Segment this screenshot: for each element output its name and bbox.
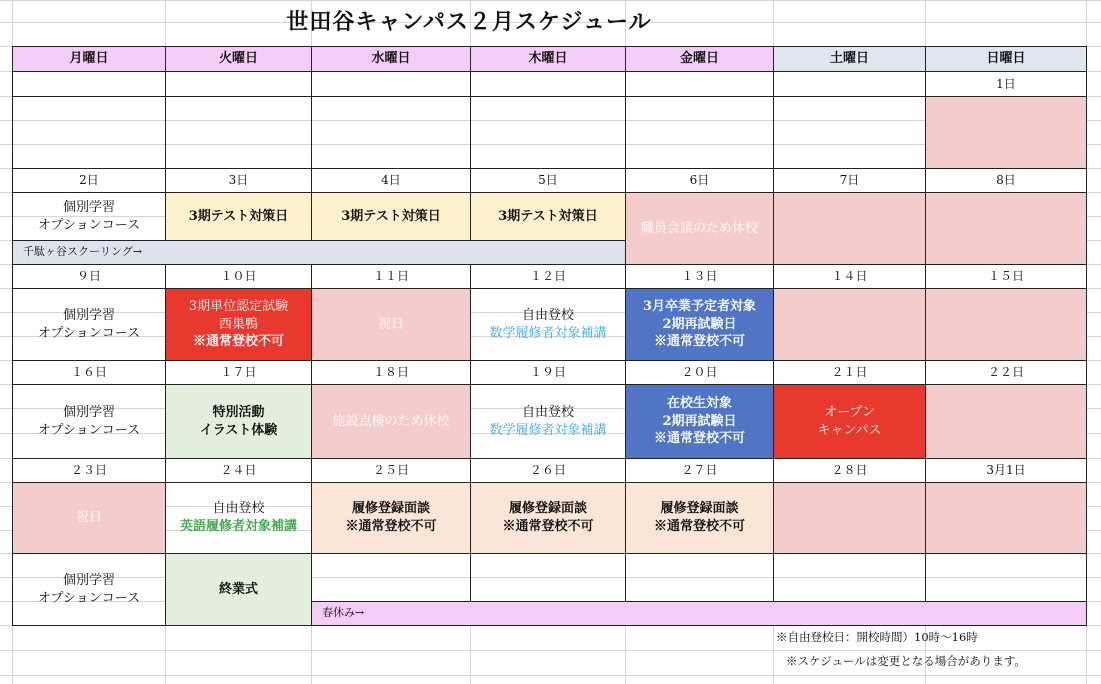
event-option-course-text: オプションコース (37, 217, 141, 233)
event-test-prep (470, 192, 626, 241)
date-cell (625, 360, 774, 385)
event-holiday-text: 祝日 (377, 316, 404, 332)
date-cell-text: ２１日 (831, 365, 868, 380)
date-cell-text: ２７日 (681, 463, 718, 478)
event-registration-interview (311, 482, 471, 554)
event-holiday (12, 482, 166, 554)
date-cell (311, 168, 471, 193)
event-option-course (12, 288, 166, 361)
event-option-course-text: 個別学習 (62, 199, 115, 215)
weekday-header (625, 46, 774, 72)
event-open-campus (773, 384, 926, 459)
date-cell (925, 71, 1087, 97)
event-inspection-closure-text: 施設点検のため休校 (332, 413, 450, 429)
date-cell-text: １５日 (987, 269, 1024, 284)
event-free-attendance-text: 英語履修者対象補講 (179, 519, 297, 534)
date-cell-text: １１日 (372, 269, 409, 284)
event-empty (773, 96, 926, 169)
event-credit-exam-text: ※通常登校不可 (192, 334, 284, 350)
note-hours: ※自由登校日：開校時間）10時〜16時 (776, 630, 978, 644)
date-cell (311, 360, 471, 385)
event-graduate-reexam-text: 2期再試験日 (662, 316, 737, 332)
date-cell (12, 264, 166, 289)
date-cell (625, 458, 774, 483)
event-student-reexam-text: 在校生対象 (666, 396, 732, 412)
date-cell (311, 71, 471, 97)
date-cell (470, 264, 626, 289)
schedule-title: 世田谷キャンパス２月スケジュール (286, 8, 652, 35)
date-cell-text: 8日 (996, 173, 1016, 188)
event-registration-interview-text: ※通常登校不可 (653, 519, 745, 534)
event-empty-pink (773, 288, 926, 361)
event-inspection-closure (311, 384, 471, 459)
event-free-attendance (470, 384, 626, 459)
event-holiday (311, 288, 471, 361)
weekday-header (773, 46, 926, 72)
date-cell-text: 1日 (996, 76, 1016, 91)
date-cell-text: 4日 (381, 173, 401, 188)
date-cell (12, 458, 166, 483)
date-cell (773, 360, 926, 385)
weekday-header (470, 46, 626, 72)
event-empty (773, 553, 926, 602)
event-option-course (12, 384, 166, 459)
date-cell (625, 168, 774, 193)
weekday-header-text: 木曜日 (528, 51, 568, 67)
event-graduate-reexam-text: ※通常登校不可 (653, 334, 745, 350)
event-test-prep (311, 192, 471, 241)
event-free-attendance-text: 数学履修者対象補講 (489, 325, 607, 341)
date-cell (925, 264, 1087, 289)
date-cell (470, 360, 626, 385)
weekday-header-text: 日曜日 (986, 51, 1026, 67)
weekday-header-text: 火曜日 (218, 51, 258, 67)
event-empty (470, 96, 626, 169)
date-cell-text: ２６日 (529, 463, 566, 478)
date-cell-text: ２２日 (987, 365, 1024, 380)
weekday-header (311, 46, 471, 72)
event-empty (165, 96, 312, 169)
event-empty-pink (773, 192, 926, 265)
weekday-header (925, 46, 1087, 72)
date-cell (925, 168, 1087, 193)
date-cell-text: ２８日 (831, 463, 868, 478)
date-cell (311, 264, 471, 289)
event-credit-exam (165, 288, 312, 361)
event-test-prep-text: 3期テスト対策日 (341, 208, 441, 224)
event-open-campus-text: オープン (824, 404, 875, 420)
event-empty (12, 96, 166, 169)
event-schooling-bar (12, 240, 626, 265)
date-cell-text: 5日 (538, 173, 558, 188)
date-cell-text: １０日 (220, 269, 257, 284)
date-cell (311, 458, 471, 483)
event-empty (625, 553, 774, 602)
weekday-header (165, 46, 312, 72)
event-credit-exam-text: 3期単位認定試験 (188, 299, 289, 315)
event-option-course-text: オプションコース (37, 325, 141, 341)
event-free-attendance (165, 482, 312, 554)
event-empty (311, 553, 471, 602)
date-cell (12, 168, 166, 193)
event-registration-interview (625, 482, 774, 554)
event-option-course-text: 個別学習 (62, 404, 115, 420)
date-cell-text: １２日 (529, 269, 566, 284)
date-cell (165, 168, 312, 193)
event-staff-meeting (625, 192, 774, 265)
date-cell-text: 6日 (689, 173, 710, 188)
event-free-attendance (470, 288, 626, 361)
event-student-reexam (625, 384, 774, 459)
date-cell (12, 360, 166, 385)
date-cell-text: １３日 (681, 269, 718, 284)
event-spring-break-bar-text: 春休み→ (322, 606, 365, 620)
event-option-course-text: オプションコース (37, 590, 141, 606)
event-holiday-text: 祝日 (75, 510, 102, 526)
event-empty-pink (925, 96, 1087, 169)
event-empty (470, 553, 626, 602)
event-option-course-text: オプションコース (37, 422, 141, 438)
date-cell-text: １４日 (831, 269, 868, 284)
event-test-prep-text: 3期テスト対策日 (498, 208, 598, 224)
date-cell-text: ２０日 (681, 365, 718, 380)
date-cell (165, 264, 312, 289)
event-registration-interview-text: 履修登録面談 (351, 501, 430, 517)
event-registration-interview-text: ※通常登校不可 (502, 519, 594, 534)
event-graduate-reexam-text: 3月卒業予定者対象 (642, 299, 757, 315)
date-cell (470, 71, 626, 97)
event-closing-ceremony (165, 553, 312, 626)
event-open-campus-text: キャンパス (817, 422, 882, 438)
date-cell-text: ２４日 (220, 463, 257, 478)
event-empty-pink (925, 288, 1087, 361)
date-cell (165, 458, 312, 483)
event-student-reexam-text: 2期再試験日 (662, 413, 737, 429)
date-cell (625, 264, 774, 289)
date-cell (625, 71, 774, 97)
event-registration-interview-text: 履修登録面談 (508, 501, 587, 517)
date-cell-text: ２５日 (372, 463, 409, 478)
date-cell-text: 7日 (839, 173, 860, 188)
date-cell-text: １９日 (529, 365, 566, 380)
event-closing-ceremony-text: 終業式 (218, 581, 258, 597)
date-cell (165, 71, 312, 97)
date-cell-text: １７日 (220, 365, 257, 380)
date-cell (773, 168, 926, 193)
date-cell-text: ９日 (76, 269, 101, 284)
event-test-prep (165, 192, 312, 241)
date-cell (165, 360, 312, 385)
event-empty (925, 553, 1087, 602)
event-empty (625, 96, 774, 169)
event-credit-exam-text: 西巣鴨 (218, 316, 258, 332)
date-cell (470, 168, 626, 193)
event-empty-pink (773, 482, 926, 554)
event-free-attendance-text: 自由登校 (212, 501, 265, 517)
date-cell (773, 264, 926, 289)
date-cell (925, 458, 1087, 483)
date-cell (925, 360, 1087, 385)
weekday-header-text: 月曜日 (69, 51, 109, 67)
event-special-activity (165, 384, 312, 459)
date-cell-text: 2日 (79, 173, 99, 188)
date-cell (470, 458, 626, 483)
event-registration-interview-text: 履修登録面談 (660, 501, 739, 517)
event-staff-meeting-text: 職員会議のため休校 (640, 220, 758, 236)
date-cell-text: １６日 (70, 365, 107, 380)
event-option-course-text: 個別学習 (62, 572, 115, 588)
date-cell-text: １８日 (372, 365, 409, 380)
event-option-course-text: 個別学習 (62, 307, 115, 323)
event-option-course (12, 553, 166, 626)
event-empty-pink (925, 192, 1087, 265)
event-free-attendance-text: 自由登校 (521, 307, 574, 323)
event-test-prep-text: 3期テスト対策日 (188, 208, 289, 224)
event-registration-interview-text: ※通常登校不可 (345, 519, 437, 534)
date-cell-text: 3日 (228, 173, 249, 188)
date-cell (773, 458, 926, 483)
event-empty (311, 96, 471, 169)
event-empty-pink (925, 482, 1087, 554)
event-graduate-reexam (625, 288, 774, 361)
date-cell (773, 71, 926, 97)
weekday-header-text: 水曜日 (371, 51, 411, 67)
event-spring-break-bar (311, 601, 1087, 626)
date-cell-text: 3月1日 (986, 463, 1026, 478)
weekday-header-text: 金曜日 (679, 51, 719, 67)
event-schooling-bar-text: 千駄ヶ谷スクーリング→ (23, 245, 142, 259)
weekday-header (12, 46, 166, 72)
event-special-activity-text: イラスト体験 (199, 422, 278, 438)
date-cell-text: ２３日 (70, 463, 107, 478)
event-free-attendance-text: 自由登校 (521, 404, 574, 420)
date-cell (12, 71, 166, 97)
event-special-activity-text: 特別活動 (212, 404, 265, 420)
event-empty-pink (925, 384, 1087, 459)
event-registration-interview (470, 482, 626, 554)
event-student-reexam-text: ※通常登校不可 (653, 431, 745, 447)
event-option-course (12, 192, 166, 241)
event-free-attendance-text: 数学履修者対象補講 (489, 422, 607, 438)
note-change: ※スケジュールは変更となる場合があります。 (786, 654, 1026, 668)
weekday-header-text: 土曜日 (829, 51, 869, 67)
